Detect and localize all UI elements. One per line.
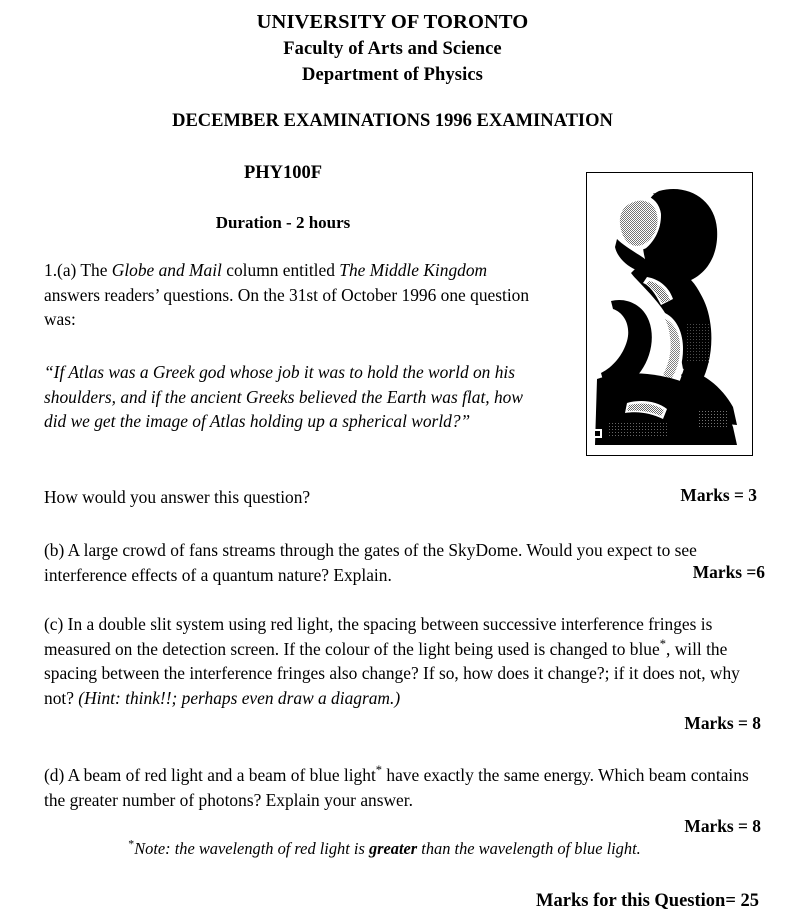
atlas-statue-image [587,173,752,455]
atlas-statue-figure [586,172,753,456]
q1c-text-2: , will the spacing between the interference fringes also change? If so, how does it change?; if it does not, why not? [44,638,740,708]
department-name: Department of Physics [302,65,483,85]
exam-duration: Duration - 2 hours [215,213,351,232]
question-1d-text [44,763,759,812]
marks-part-a: Marks = 3 [680,485,757,505]
footnote-marker-icon: * [659,636,666,651]
q1d-text-1: (d) A beam of red light and a beam of blue light [44,765,376,785]
question-1b-text: (b) A large crowd of fans streams through the gates of the SkyDome. Would you expect to see interference effects of a quantum nature? Explain. [44,540,697,585]
q1a-text-2: column entitled [221,260,340,280]
q1c-text-1: (c) In a double slit system using red light, the spacing between successive interference fringes is measured on the detection screen. If the colour of the light being used is changed to blue [44,614,713,659]
q1c-hint: (Hint: think!!; perhaps even draw a diagram.) [78,687,401,708]
footnote-text-2: than the wavelength of blue light. [417,839,641,858]
university-name: UNIVERSITY OF TORONTO [256,11,529,33]
question-1a-quote: “If Atlas was a Greek god whose job it was to hold the world on his shoulders, and if the ancient Greeks believed the Earth was flat, how did we get the image of Atlas holding up a spherical world?” [44,362,523,432]
q1a-text-1: 1.(a) The [44,260,112,280]
footnote-marker-icon: * [375,763,383,778]
question-1c-text [44,612,769,710]
marks-part-b: Marks =6 [692,562,765,582]
footnote-bold: greater [368,839,418,858]
footnote-asterisk-icon: * [128,836,135,851]
question-1a-prompt: How would you answer this question? [44,487,311,507]
total-marks: Marks for this Question= 25 [536,891,759,911]
faculty-name: Faculty of Arts and Science [283,39,502,59]
q1d-text-2: have exactly the same energy. Which beam contains the greater number of photons? Explain your answer. [44,765,749,810]
marks-part-d: Marks = 8 [684,816,761,836]
q1a-text-3: answers readers’ questions. On the 31st of October 1996 one question was: [44,284,530,330]
marks-part-c: Marks = 8 [684,713,761,733]
footnote-note [0,836,769,859]
footnote-text-1: Note: the wavelength of red light is [134,839,369,858]
course-code: PHY100F [243,163,323,183]
question-1a-intro [44,258,544,332]
q1a-italic-2: The Middle Kingdom [339,260,488,280]
exam-title: DECEMBER EXAMINATIONS 1996 EXAMINATION [172,111,613,131]
q1a-italic-1: Globe and Mail [111,260,222,280]
